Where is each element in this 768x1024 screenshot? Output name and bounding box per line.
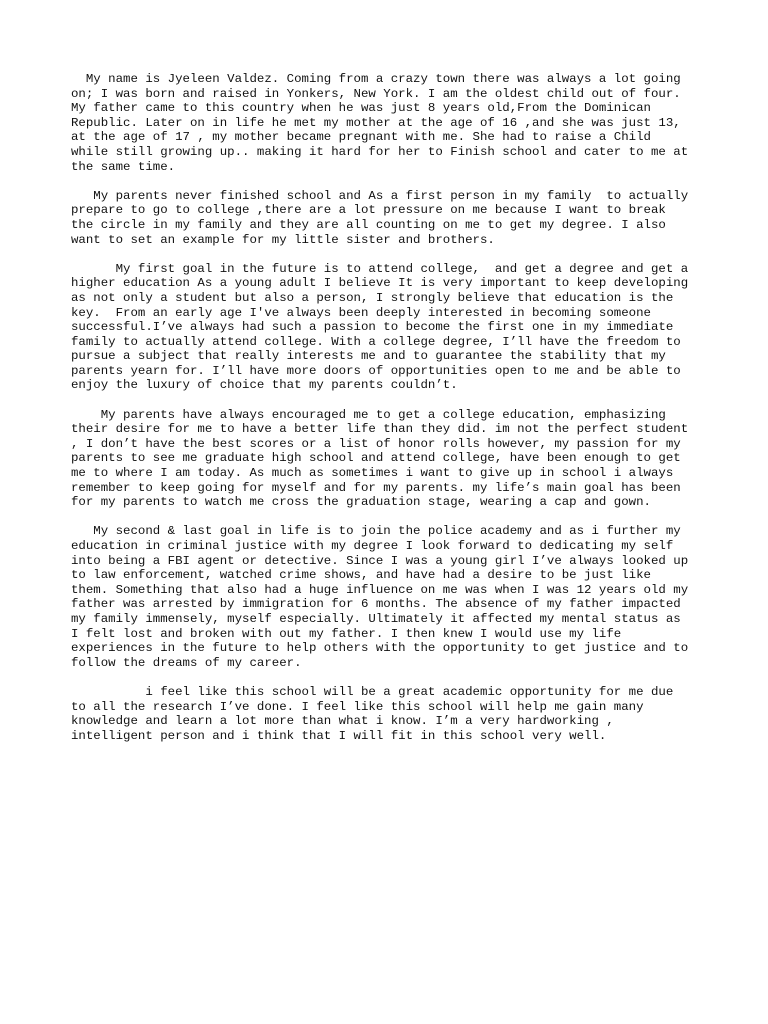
text-line: My first goal in the future is to attend college, and get a degree and get a [71, 261, 689, 276]
text-line: their desire for me to have a better life than they did. im not the perfect student [71, 422, 689, 437]
paragraph-6 [71, 685, 711, 743]
text-line: My father came to this country when he was just 8 years old,From the Dominican [71, 101, 651, 116]
text-line: My second & last goal in life is to join the police academy and as i further my [71, 524, 681, 539]
text-line: My parents have always encouraged me to get a college education, emphasizing [71, 407, 666, 422]
text-line: into being a FBI agent or detective. Since I was a young girl I’ve always looked up [71, 553, 689, 568]
text-line: key. From an early age I've always been deeply interested in becoming someone [71, 305, 651, 320]
paragraph-5 [71, 524, 711, 670]
text-line: them. Something that also had a huge influence on me was when I was 12 years old my [71, 582, 689, 597]
paragraph-1 [71, 72, 711, 174]
text-line: My parents never finished school and As a first person in my family to actually [71, 188, 689, 203]
text-line: pursue a subject that really interests me and to guarantee the stability that my [71, 349, 666, 364]
text-line: to all the research I’ve done. I feel like this school will help me gain many [71, 699, 644, 714]
text-line: remember to keep going for myself and for my parents. my life’s main goal has been [71, 480, 681, 495]
paragraph-4 [71, 408, 711, 510]
text-line: enjoy the luxury of choice that my parents couldn’t. [71, 378, 458, 393]
text-line: want to set an example for my little sister and brothers. [71, 232, 495, 247]
paragraph-2 [71, 189, 711, 247]
text-line: , I don’t have the best scores or a list of honor rolls however, my passion for my [71, 436, 681, 451]
text-line: for my parents to watch me cross the graduation stage, wearing a cap and gown. [71, 495, 651, 510]
text-line: successful.I’ve always had such a passion to become the first one in my immediate [71, 320, 674, 335]
text-line: knowledge and learn a lot more than what i know. I’m a very hardworking , [71, 714, 614, 729]
text-line: prepare to go to college ,there are a lot pressure on me because I want to break [71, 203, 666, 218]
text-line: the circle in my family and they are all counting on me to get my degree. I also [71, 217, 666, 232]
text-line: i feel like this school will be a great academic opportunity for me due [71, 684, 674, 699]
text-line: my family immensely, myself especially. Ultimately it affected my mental status as [71, 611, 681, 626]
text-line: My name is Jyeleen Valdez. Coming from a crazy town there was always a lot going [71, 72, 681, 86]
text-line: as not only a student but also a person, I strongly believe that education is the [71, 290, 674, 305]
text-line: intelligent person and i think that I will fit in this school very well. [71, 728, 607, 743]
text-line: on; I was born and raised in Yonkers, New York. I am the oldest child out of four. [71, 86, 681, 101]
text-line: parents to see me graduate high school and attend college, have been enough to get [71, 451, 681, 466]
text-line: education in criminal justice with my degree I look forward to dedicating my self [71, 539, 674, 553]
essay-body [71, 72, 711, 758]
text-line: follow the dreams of my career. [71, 655, 302, 670]
text-line: at the age of 17 , my mother became pregnant with me. She had to raise a Child [71, 130, 651, 145]
text-line: me to where I am today. As much as sometimes i want to give up in school i always [71, 466, 674, 481]
paragraph-3 [71, 262, 711, 393]
text-line: to law enforcement, watched crime shows, and have had a desire to be just like [71, 568, 651, 583]
text-line: experiences in the future to help others with the opportunity to get justice and to [71, 641, 689, 656]
text-line: while still growing up.. making it hard for her to Finish school and cater to me at [71, 144, 689, 159]
text-line: the same time. [71, 159, 176, 174]
text-line: parents yearn for. I’ll have more doors of opportunities open to me and be able to [71, 363, 681, 378]
text-line: Republic. Later on in life he met my mother at the age of 16 ,and she was just 13, [71, 115, 681, 130]
text-line: family to actually attend college. With a college degree, I’ll have the freedom to [71, 334, 681, 349]
text-line: I felt lost and broken with out my father. I then knew I would use my life [71, 626, 622, 641]
text-line: higher education As a young adult I believe It is very important to keep developing [71, 276, 689, 291]
text-line: father was arrested by immigration for 6 months. The absence of my father impacted [71, 597, 681, 612]
